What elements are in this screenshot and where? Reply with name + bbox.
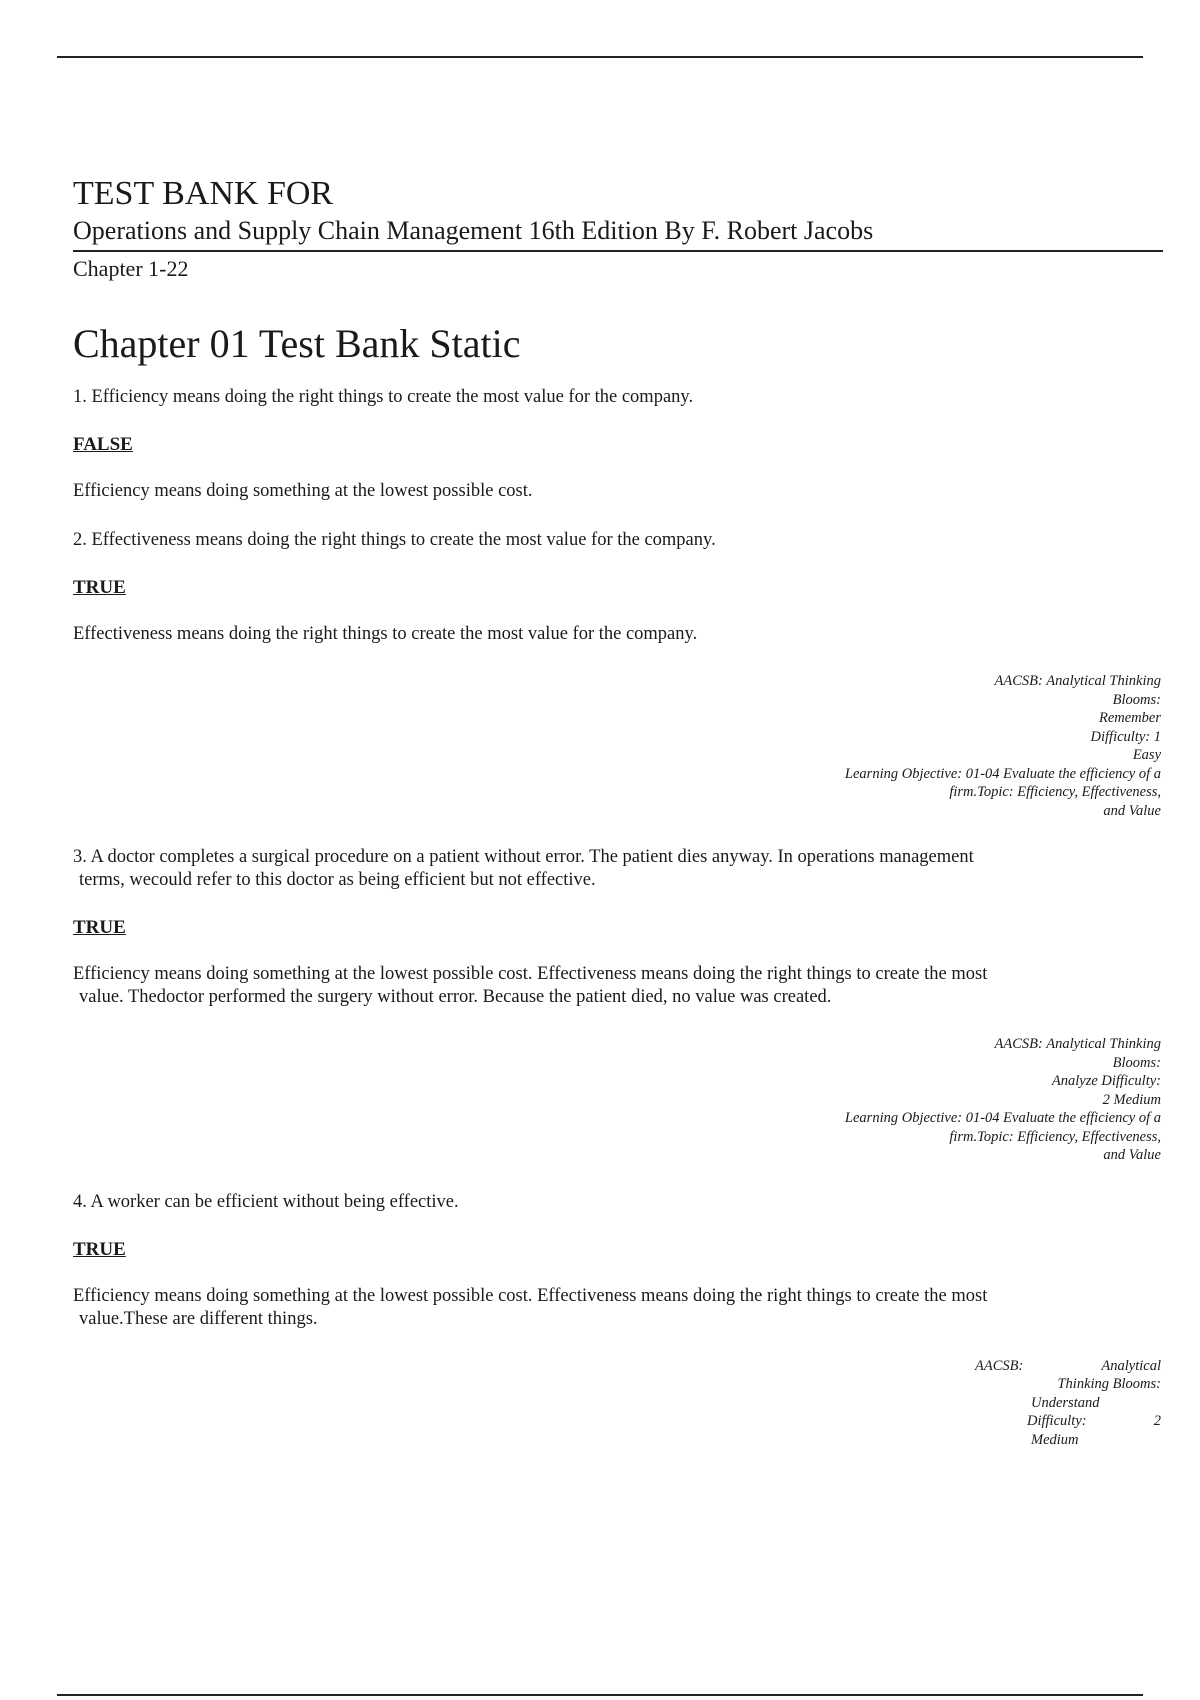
explanation-line: Efficiency means doing something at the lowest possible cost. Effectiveness means doing the right things to create the most bbox=[73, 1285, 988, 1306]
explanation-text: Efficiency means doing something at the lowest possible cost. bbox=[73, 481, 533, 501]
question-block-2 bbox=[73, 529, 1165, 820]
meta-line: Thinking Blooms: bbox=[1057, 1376, 1161, 1392]
question-text: 2. Effectiveness means doing the right things to create the most value for the company. bbox=[73, 530, 716, 550]
explanation-line: value.These are different things. bbox=[79, 1308, 318, 1329]
meta-line: Learning Objective: 01-04 Evaluate the efficiency of a bbox=[844, 765, 1161, 782]
meta-line: and Value bbox=[1103, 802, 1161, 819]
document-subtitle: Operations and Supply Chain Management 16th Edition By F. Robert Jacobs bbox=[73, 214, 1163, 252]
meta-line: AACSB: Analytical Thinking bbox=[994, 1036, 1161, 1052]
explanation-line: Efficiency means doing something at the lowest possible cost. Effectiveness means doing the right things to create the most bbox=[73, 964, 988, 984]
meta-line: Analyze Difficulty: bbox=[1051, 1073, 1161, 1089]
meta-line: AACSB: Analytical Thinking bbox=[994, 673, 1161, 689]
answer-label: TRUE bbox=[73, 917, 126, 938]
chapter-range: Chapter 1-22 bbox=[73, 256, 189, 281]
question-text: 4. A worker can be efficient without being effective. bbox=[73, 1191, 459, 1212]
meta-line: Understand bbox=[1031, 1394, 1100, 1411]
meta-line: firm.Topic: Efficiency, Effectiveness, bbox=[949, 784, 1161, 800]
answer-label: TRUE bbox=[73, 1238, 126, 1260]
document-title: TEST BANK FOR bbox=[73, 175, 334, 212]
question-text: 1. Efficiency means doing the right things to create the most value for the company. bbox=[73, 387, 694, 407]
bottom-rule bbox=[57, 1694, 1143, 1696]
meta-aacsb-value: Analytical bbox=[1101, 1357, 1161, 1374]
meta-line: Blooms: bbox=[1112, 691, 1161, 708]
meta-line: Learning Objective: 01-04 Evaluate the efficiency of a bbox=[844, 1110, 1161, 1126]
meta-line: Blooms: bbox=[1112, 1054, 1161, 1071]
meta-line bbox=[975, 1357, 1161, 1376]
question-block-3 bbox=[73, 846, 1165, 1165]
meta-line: Remember bbox=[1098, 710, 1161, 726]
top-rule bbox=[57, 56, 1143, 58]
question-block-1 bbox=[73, 386, 1165, 503]
meta-line: Easy bbox=[1132, 747, 1161, 763]
question-block-4 bbox=[73, 1191, 1165, 1450]
answer-label: FALSE bbox=[73, 434, 133, 455]
question-line: terms, wecould refer to this doctor as being efficient but not effective. bbox=[79, 870, 596, 890]
meta-line: Difficulty: 1 bbox=[1090, 728, 1161, 745]
answer-label: TRUE bbox=[73, 577, 126, 598]
meta-difficulty-value: 2 bbox=[1153, 1413, 1161, 1429]
question-metadata bbox=[73, 672, 1161, 820]
meta-line: Medium bbox=[1031, 1431, 1079, 1448]
explanation-text: Effectiveness means doing the right things to create the most value for the company. bbox=[73, 624, 698, 644]
explanation-line: value. Thedoctor performed the surgery without error. Because the patient died, no value was created. bbox=[79, 987, 832, 1007]
question-text bbox=[73, 846, 1133, 892]
meta-line: 2 Medium bbox=[1102, 1091, 1161, 1108]
meta-difficulty-label: Difficulty: bbox=[1027, 1413, 1087, 1429]
explanation-text bbox=[73, 1285, 1133, 1331]
question-line: 3. A doctor completes a surgical procedure on a patient without error. The patient dies anyway. In operations management bbox=[73, 847, 974, 867]
explanation-text bbox=[73, 963, 1133, 1009]
meta-line bbox=[975, 1412, 1161, 1431]
document-page bbox=[73, 174, 1165, 1449]
meta-line: firm.Topic: Efficiency, Effectiveness, bbox=[949, 1128, 1161, 1145]
chapter-heading: Chapter 01 Test Bank Static bbox=[73, 321, 521, 366]
question-metadata bbox=[73, 1035, 1161, 1165]
question-metadata bbox=[975, 1357, 1161, 1450]
meta-line: and Value bbox=[1103, 1147, 1161, 1163]
meta-aacsb-label: AACSB: bbox=[975, 1357, 1024, 1374]
